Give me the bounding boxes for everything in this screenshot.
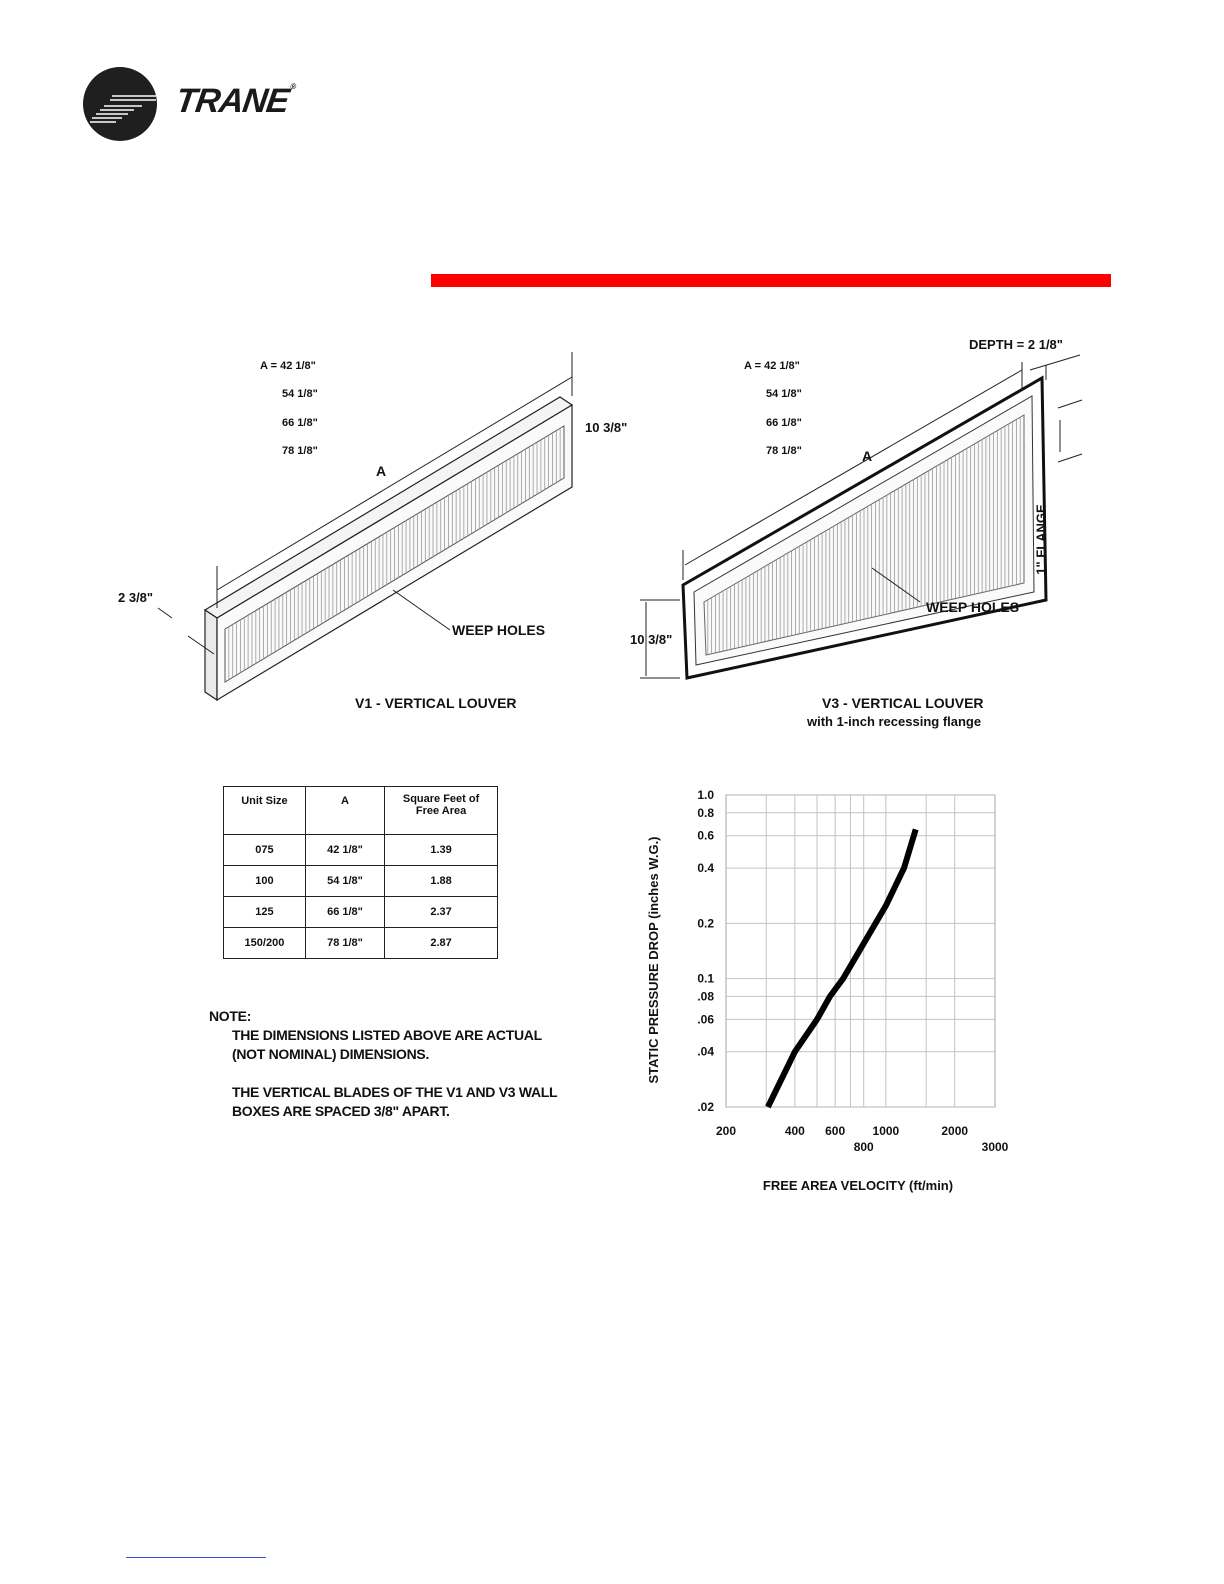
note-line: (NOT NOMINAL) DIMENSIONS.	[232, 1046, 430, 1062]
note-block	[209, 1007, 557, 1121]
section-accent-bar	[431, 274, 1111, 287]
v1-a-value: A = 42 1/8"	[260, 360, 316, 372]
footer-link[interactable]	[126, 1556, 266, 1558]
v1-a-value: 54 1/8"	[282, 388, 318, 400]
table-cell: 125	[224, 897, 306, 928]
table-cell: 100	[224, 866, 306, 897]
table-cell: 54 1/8"	[305, 866, 384, 897]
table-row	[224, 866, 498, 897]
table-row	[224, 928, 498, 959]
v1-louver-diagram	[110, 340, 580, 740]
v3-a-value: A = 42 1/8"	[744, 360, 800, 372]
v3-dim-depth: DEPTH = 2 1/8"	[969, 337, 1063, 352]
note-line: THE DIMENSIONS LISTED ABOVE ARE ACTUAL	[232, 1027, 542, 1043]
v3-dim-height: 10 3/8"	[630, 632, 673, 647]
chart-x-tick-label: 2000	[941, 1124, 969, 1138]
brand-name: TRANE	[173, 82, 291, 120]
pressure-drop-chart	[630, 770, 1050, 1210]
note-title: NOTE:	[209, 1008, 252, 1024]
v3-a-value: 66 1/8"	[766, 417, 802, 429]
chart-y-tick-label: 0.1	[697, 971, 714, 986]
table-row	[224, 897, 498, 928]
v1-dim-a: A	[376, 463, 387, 479]
louver-size-table	[223, 786, 498, 959]
table-cell: 78 1/8"	[305, 928, 384, 959]
brand-mark: ®	[289, 82, 296, 91]
chart-x-tick-label: 600	[825, 1124, 846, 1138]
v1-dim-height: 10 3/8"	[585, 420, 628, 435]
v1-caption: V1 - VERTICAL LOUVER	[355, 695, 517, 711]
chart-series-line	[768, 829, 916, 1107]
chart-y-tick-label: .06	[697, 1012, 714, 1027]
v3-louver-diagram	[620, 340, 1090, 740]
chart-x-tick-label: 400	[784, 1124, 805, 1138]
chart-y-axis-label: STATIC PRESSURE DROP (inches W.G.)	[646, 836, 661, 1084]
v3-a-value: 78 1/8"	[766, 445, 802, 457]
brand-wordmark	[173, 82, 295, 121]
table-header-row	[224, 787, 498, 835]
v3-dim-a: A	[862, 448, 873, 464]
chart-y-tick-label: 0.2	[697, 916, 714, 931]
chart-y-tick-label: .04	[697, 1044, 714, 1059]
v3-caption-sub: with 1-inch recessing flange	[807, 714, 982, 729]
v1-a-value: 66 1/8"	[282, 417, 318, 429]
chart-x-axis-label: FREE AREA VELOCITY (ft/min)	[762, 1178, 954, 1193]
chart-x-tick-label: 3000	[981, 1140, 1009, 1154]
trane-logo-icon	[82, 66, 158, 142]
v3-dim-flange: 1" FLANGE	[1033, 504, 1049, 575]
table-cell: 075	[224, 835, 306, 866]
chart-y-tick-label: .02	[697, 1100, 714, 1114]
v3-caption: V3 - VERTICAL LOUVER	[822, 695, 984, 711]
chart-y-tick-label: 0.4	[697, 861, 714, 876]
table-cell: 2.87	[385, 928, 498, 959]
v3-weep-holes-label: WEEP HOLES	[926, 599, 1020, 615]
chart-y-tick-label: 1.0	[697, 788, 714, 802]
note-line: BOXES ARE SPACED 3/8" APART.	[232, 1103, 450, 1119]
table-cell: 1.39	[385, 835, 498, 866]
v1-a-value: 78 1/8"	[282, 445, 318, 457]
table-header-cell: Square Feet of Free Area	[385, 787, 498, 835]
table-row	[224, 835, 498, 866]
table-header-cell: Unit Size	[224, 787, 306, 835]
v3-a-value: 54 1/8"	[766, 388, 802, 400]
table-header-cell: A	[305, 787, 384, 835]
table-cell: 1.88	[385, 866, 498, 897]
chart-x-tick-label: 1000	[872, 1124, 900, 1138]
v1-weep-holes-label: WEEP HOLES	[452, 622, 546, 638]
table-cell: 2.37	[385, 897, 498, 928]
table-cell: 150/200	[224, 928, 306, 959]
table-cell: 66 1/8"	[305, 897, 384, 928]
chart-y-tick-label: .08	[697, 989, 714, 1004]
note-line: THE VERTICAL BLADES OF THE V1 AND V3 WALL	[232, 1084, 558, 1100]
chart-y-tick-label: 0.8	[697, 805, 714, 820]
chart-x-tick-label: 200	[715, 1124, 737, 1138]
chart-y-tick-label: 0.6	[697, 828, 714, 843]
v1-dim-depth: 2 3/8"	[118, 590, 154, 605]
table-cell: 42 1/8"	[305, 835, 384, 866]
chart-x-tick-label: 800	[853, 1140, 874, 1154]
